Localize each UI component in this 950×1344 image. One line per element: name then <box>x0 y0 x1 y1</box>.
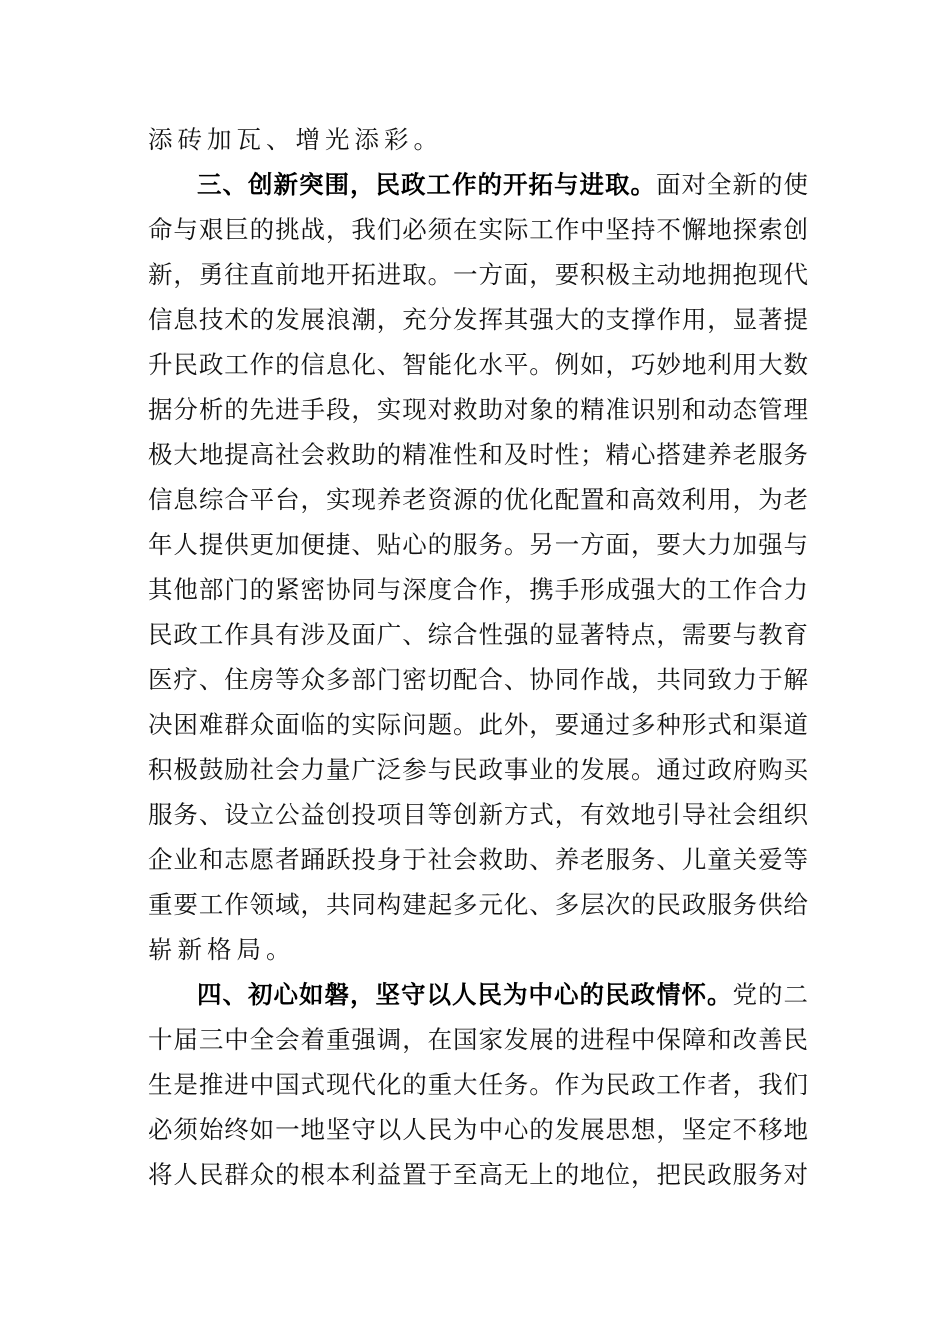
text-line: 其他部门的紧密协同与深度合作，携手形成强大的工作合力 <box>148 575 808 604</box>
text-line: 年人提供更加便捷、贴心的服务。另一方面，要大力加强与 <box>148 530 808 559</box>
text-line: 民政工作具有涉及面广、综合性强的显著特点，需要与教育 <box>148 620 808 649</box>
section-heading: 四、初心如磐，坚守以人民为中心的民政情怀。 <box>197 980 733 1009</box>
section-heading-line: 三、创新突围，民政工作的开拓与进取。面对全新的使 <box>197 170 808 199</box>
text-line: 医疗、住房等众多部门密切配合、协同作战，共同致力于解 <box>148 665 808 694</box>
text-line: 新，勇往直前地开拓进取。一方面，要积极主动地拥抱现代 <box>148 260 808 289</box>
text-line: 重要工作领域，共同构建起多元化、多层次的民政服务供给 <box>148 890 808 919</box>
text-line: 十届三中全会着重强调，在国家发展的进程中保障和改善民 <box>148 1025 808 1054</box>
text-line: 决困难群众面临的实际问题。此外，要通过多种形式和渠道 <box>148 710 808 739</box>
text-line: 将人民群众的根本利益置于至高无上的地位，把民政服务对 <box>148 1160 808 1189</box>
text-line: 必须始终如一地坚守以人民为中心的发展思想，坚定不移地 <box>148 1115 808 1144</box>
text-line: 极大地提高社会救助的精准性和及时性；精心搭建养老服务 <box>148 440 808 469</box>
text-line: 企业和志愿者踊跃投身于社会救助、养老服务、儿童关爱等 <box>148 845 808 874</box>
section-heading: 三、创新突围，民政工作的开拓与进取。 <box>197 170 656 199</box>
text-line: 生是推进中国式现代化的重大任务。作为民政工作者，我们 <box>148 1070 808 1099</box>
text-line: 崭新格局。 <box>148 935 296 964</box>
text-line: 添砖加瓦、增光添彩。 <box>148 125 443 154</box>
text-line: 命与艰巨的挑战，我们必须在实际工作中坚持不懈地探索创 <box>148 215 808 244</box>
section-heading-line: 四、初心如磐，坚守以人民为中心的民政情怀。党的二 <box>197 980 808 1009</box>
text-line: 信息技术的发展浪潮，充分发挥其强大的支撑作用，显著提 <box>148 305 808 334</box>
text-line: 升民政工作的信息化、智能化水平。例如，巧妙地利用大数 <box>148 350 808 379</box>
text-line: 据分析的先进手段，实现对救助对象的精准识别和动态管理 <box>148 395 808 424</box>
text-line: 信息综合平台，实现养老资源的优化配置和高效利用，为老 <box>148 485 808 514</box>
text-line: 服务、设立公益创投项目等创新方式，有效地引导社会组织 <box>148 800 808 829</box>
text-line: 积极鼓励社会力量广泛参与民政事业的发展。通过政府购买 <box>148 755 808 784</box>
